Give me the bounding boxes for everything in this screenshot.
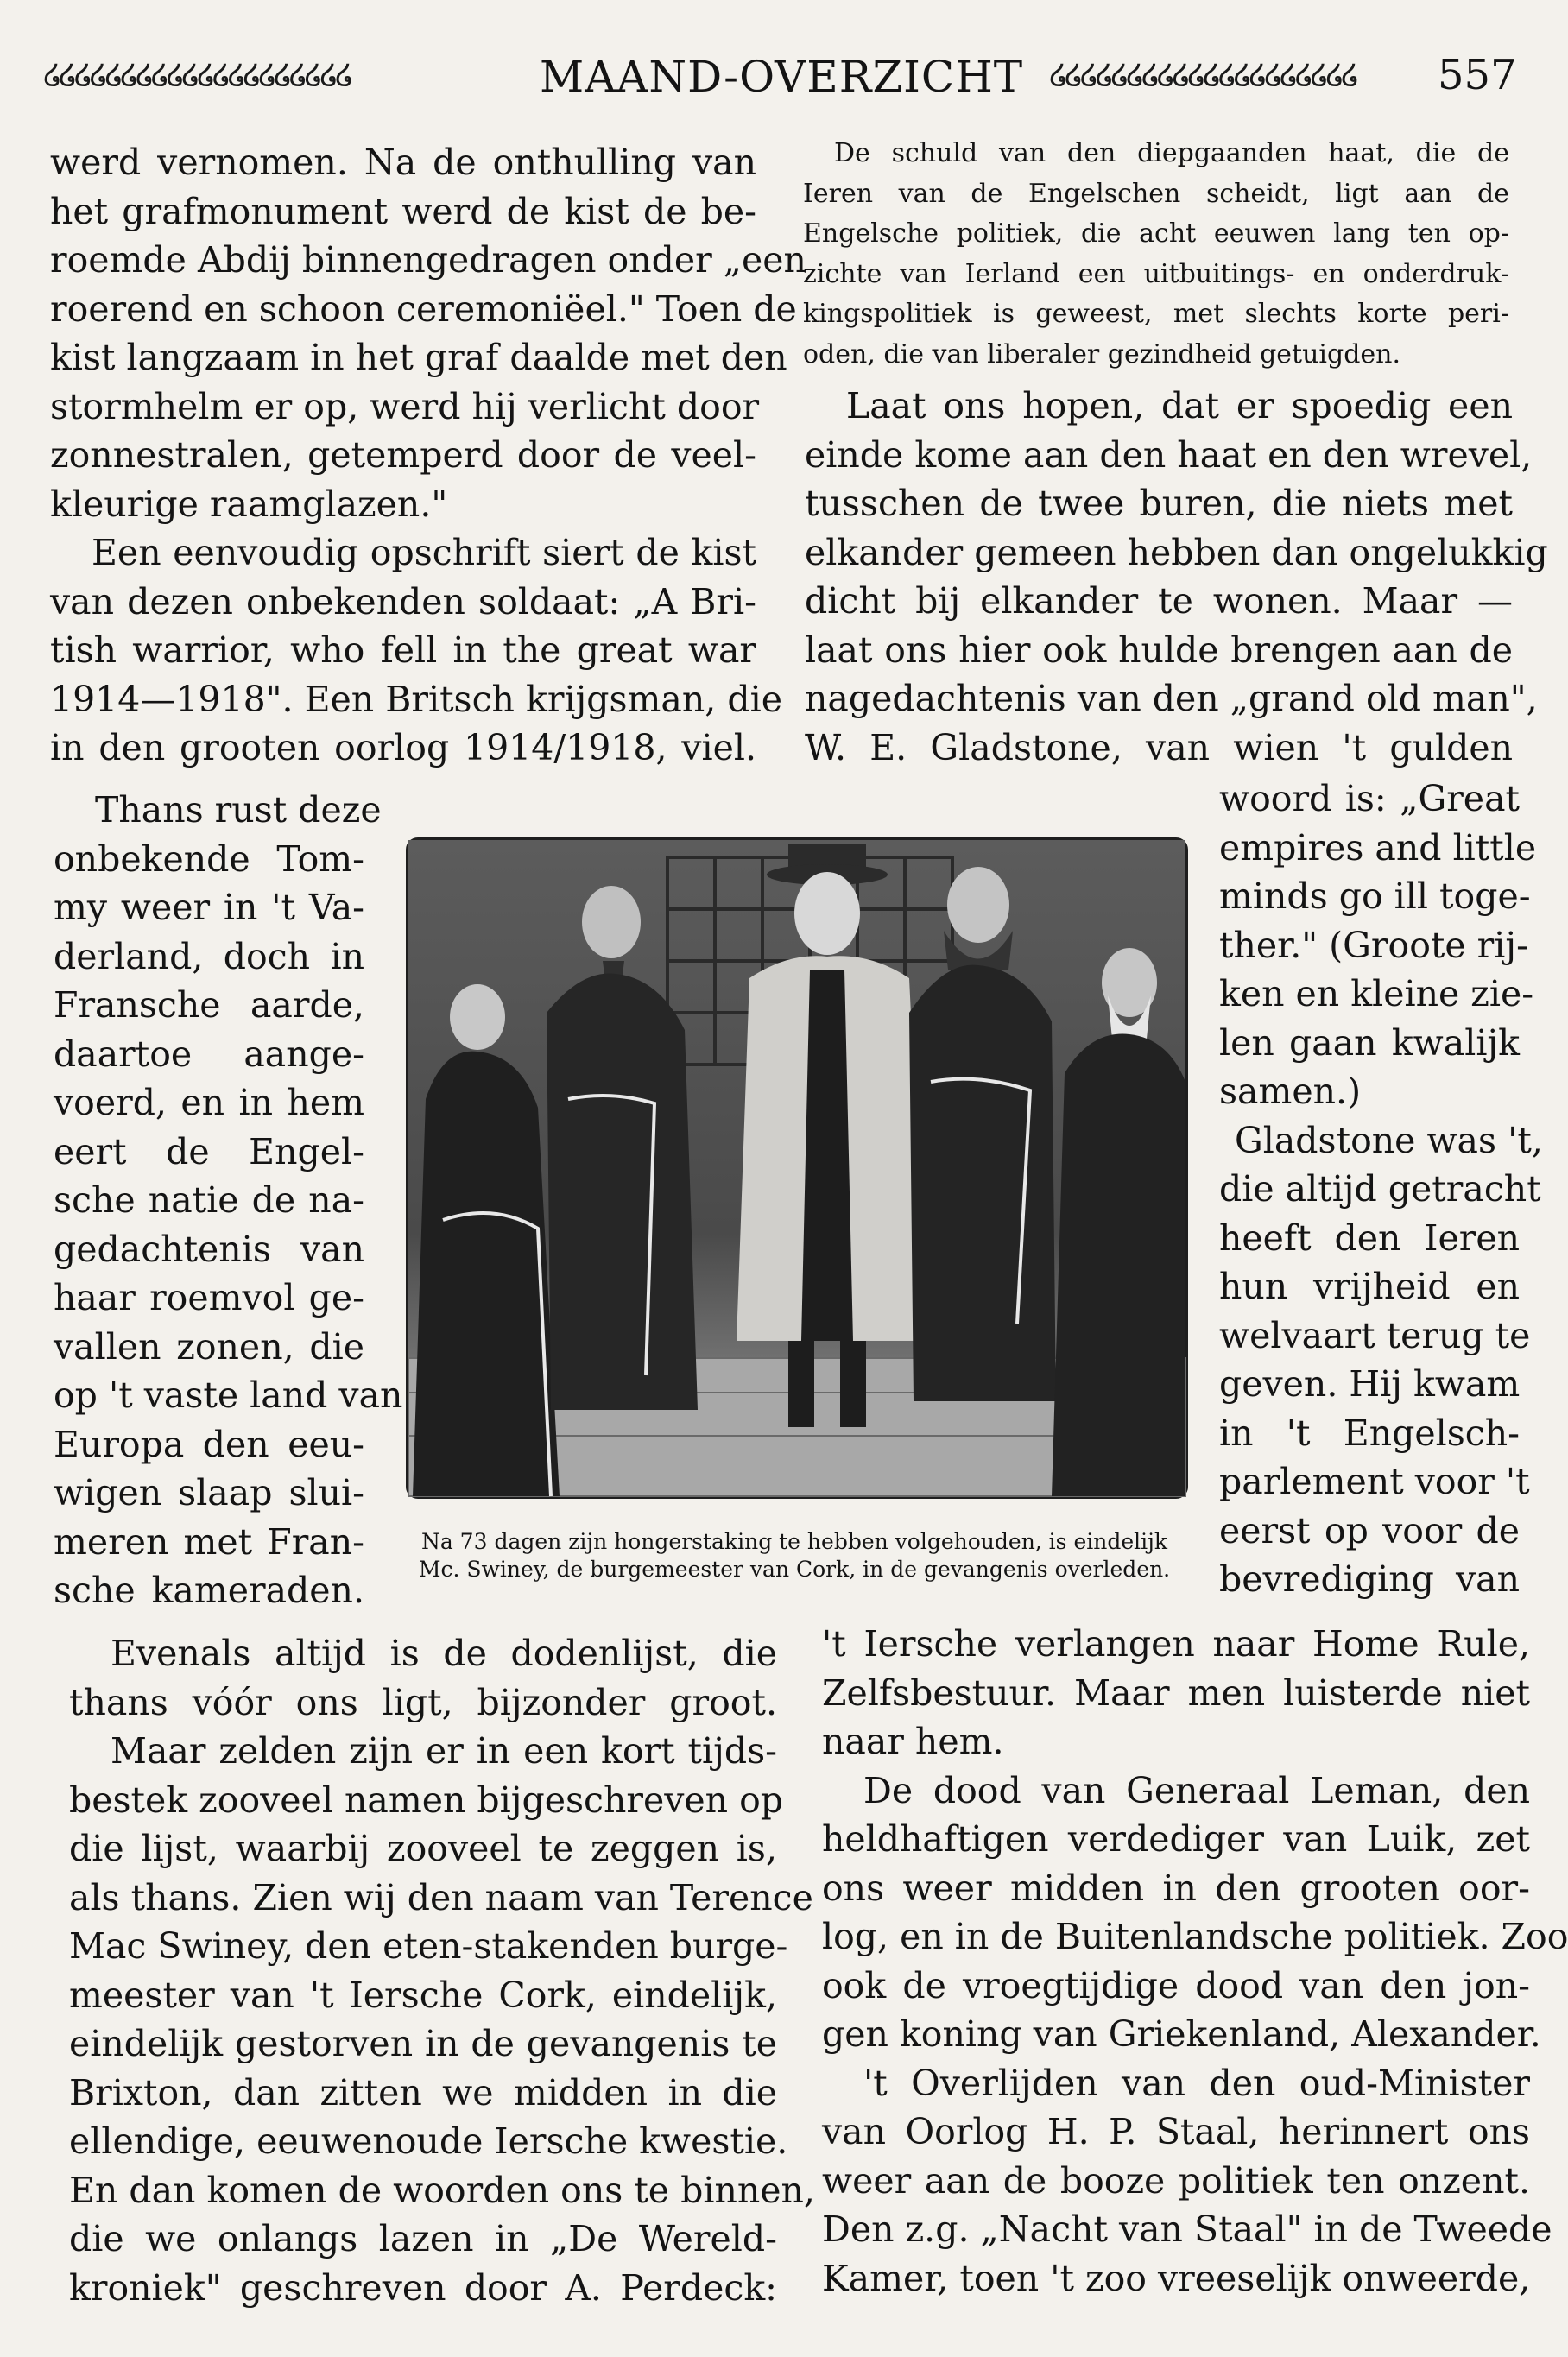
text-line: kist langzaam in het graf daalde met den [50,337,787,378]
text-line: Europa den eeu- [54,1423,364,1465]
text-line: Brixton, dan zitten we midden in die [69,2071,777,2114]
text-line: ellendige, eeuwenoude Iersche kwestie. [69,2120,788,2162]
quote-line: De schuld van den diepgaanden haat, die de [834,138,1509,168]
text-line: zonnestralen, getemperd door de veel- [50,434,756,476]
text-line: bevrediging van [1219,1558,1520,1600]
text-line: kroniek" geschreven door A. Perdeck: [69,2266,777,2309]
text-line: werd vernomen. Na de onthulling van [50,142,756,183]
text-line: daartoe aange- [54,1033,364,1075]
text-line: len gaan kwalijk [1219,1021,1520,1064]
text-line: eerst op voor de [1219,1509,1520,1551]
paragraph-start: Maar zelden zijn er in een kort tijds- [111,1730,777,1772]
text-line: onbekende Tom- [54,837,364,880]
right-column-top [805,382,1548,772]
text-line: hun vrijheid en [1219,1266,1520,1307]
text-line: in 't Engelsch- [1219,1412,1520,1454]
left-column-bottom [69,1629,815,2312]
text-line: En dan komen de woorden ons te binnen, [69,2169,815,2211]
text-line: samen.) [1219,1071,1362,1112]
text-line: sche natie de na- [54,1179,364,1221]
text-line: einde kome aan den haat en den wrevel, [805,433,1533,476]
text-line: als thans. Zien wij den naam van Terence [69,1876,813,1918]
paragraph-start: Thans rust deze [95,789,382,831]
paragraph-start: Evenals altijd is de dodenlijst, die [111,1633,777,1674]
text-line: Kamer, toen 't zoo vreeselijk onweerde, [822,2257,1531,2299]
text-line: nagedachtenis van den „grand old man", [805,678,1538,719]
text-line: empires and little [1219,826,1537,869]
text-line: roerend en schoon ceremoniëel." Toen de [50,288,797,330]
photo-illustration [408,840,1185,1496]
text-line: roemde Abdij binnengedragen onder „een [50,239,806,281]
right-column-bottom [822,1620,1568,2303]
text-line: meester van 't Iersche Cork, eindelijk, [69,1974,777,2016]
text-line: 1914—1918". Een Britsch krijgsman, die [50,678,782,720]
text-line: log, en in de Buitenlandsche politiek. Zoo [822,1916,1568,1957]
text-line: tish warrior, who fell in the great war [50,629,756,671]
text-line: ken en kleine zie- [1219,973,1534,1014]
text-line: die altijd getracht [1219,1168,1541,1210]
paragraph-start: 't Overlijden van den oud-Minister [863,2062,1530,2104]
text-line: eindelijk gestorven in de gevangenis te [69,2023,777,2064]
header-ornament-left: ໒໒໒໒໒໒໒໒໒໒໒໒໒໒໒໒໒໒໒໒ [43,58,351,92]
text-line: dicht bij elkander te wonen. Maar — [805,580,1513,622]
text-line: vallen zonen, die [54,1325,364,1368]
text-line: van Oorlog H. P. Staal, herinnert ons [822,2111,1530,2152]
page-number: 557 [1438,51,1517,99]
text-line: heeft den Ieren [1219,1216,1520,1259]
paragraph-start: Laat ons hopen, dat er spoedig een [846,385,1513,427]
text-line: die lijst, waarbij zooveel te zeggen is, [69,1828,777,1869]
text-line: stormhelm er op, werd hij verlicht door [50,385,760,427]
text-line: ons weer midden in den grooten oor- [822,1867,1530,1909]
text-line: tusschen de twee buren, die niets met [805,483,1513,524]
left-column-top [50,138,806,773]
right-column-quote [803,134,1509,375]
text-line: Zelfsbestuur. Maar men luisterde niet [822,1671,1530,1714]
text-line: kleurige raamglazen." [50,483,448,525]
quote-line: Engelsche politiek, die acht eeuwen lang ten op- [803,218,1509,249]
text-line: ook de vroegtijdige dood van den jon- [822,1964,1530,2006]
text-line: haar roemvol ge- [54,1277,364,1318]
right-column-narrow [1219,774,1543,1604]
text-line: Den z.g. „Nacht van Staal" in de Tweede [822,2209,1552,2250]
text-line: elkander gemeen hebben dan ongelukkig [805,531,1548,573]
running-header-title: MAAND-OVERZICHT [540,52,1024,102]
text-line: in den grooten oorlog 1914/1918, viel. [50,727,756,768]
quote-line: oden, die van liberaler gezindheid getuigden. [803,338,1401,370]
caption-line: Na 73 dagen zijn hongerstaking te hebben volgehouden, is eindelijk [420,1529,1168,1554]
text-line: gedachtenis van [54,1228,364,1270]
text-line: 't Iersche verlangen naar Home Rule, [822,1623,1530,1665]
text-line: bestek zooveel namen bijgeschreven op [69,1779,784,1821]
text-line: geven. Hij kwam [1219,1363,1521,1405]
text-line: W. E. Gladstone, van wien 't gulden [805,726,1513,768]
paragraph-start: Gladstone was 't, [1235,1119,1543,1161]
paragraph-start: De dood van Generaal Leman, den [863,1769,1530,1811]
text-line: heldhaftigen verdediger van Luik, zet [822,1818,1530,1860]
caption-line: Mc. Swiney, de burgemeester van Cork, in de gevangenis overleden. [418,1557,1171,1582]
text-line: gen koning van Griekenland, Alexander. [822,2013,1541,2055]
photo-caption [406,1528,1183,1583]
text-line: die we onlangs lazen in „De Wereld- [69,2218,777,2259]
text-line: parlement voor 't [1219,1461,1530,1502]
text-line: Fransche aarde, [54,984,364,1026]
paragraph-start: Een eenvoudig opschrift siert de kist [92,532,756,573]
text-line: laat ons hier ook hulde brengen aan de [805,629,1513,671]
quote-line: Ieren van de Engelschen scheidt, ligt aan de [803,178,1509,209]
photo-hunger-strike [406,837,1188,1499]
text-line: meren met Fran- [54,1520,364,1563]
text-line: ther." (Groote rij- [1219,924,1528,966]
quote-line: zichte van Ierland een uitbuitings- en onderdruk- [803,258,1509,289]
text-line: woord is: „Great [1219,778,1520,819]
text-line: sche kameraden. [54,1570,364,1611]
left-column-narrow [54,786,403,1615]
text-line: minds go ill toge- [1219,875,1531,917]
text-line: Mac Swiney, den eten-stakenden burge- [69,1925,788,1967]
text-line: derland, doch in [54,935,364,977]
text-line: weer aan de booze politiek ten onzent. [822,2159,1530,2202]
text-line: naar hem. [822,1721,1004,1762]
quote-line: kingspolitiek is geweest, met slechts korte peri- [803,299,1509,329]
text-line: welvaart terug te [1219,1314,1531,1356]
text-line: eert de Engel- [54,1130,364,1172]
text-line: van dezen onbekenden soldaat: „A Bri- [50,580,756,622]
text-line: my weer in 't Va- [54,887,364,928]
text-line: voerd, en in hem [54,1082,364,1123]
text-line: het grafmonument werd de kist de be- [50,190,756,232]
text-line: wigen slaap slui- [54,1472,364,1513]
text-line: thans vóór ons ligt, bijzonder groot. [69,1681,777,1723]
text-line: op 't vaste land van [54,1374,403,1416]
header-ornament-right: ໒໒໒໒໒໒໒໒໒໒໒໒໒໒໒໒໒໒໒໒ [1049,58,1356,92]
